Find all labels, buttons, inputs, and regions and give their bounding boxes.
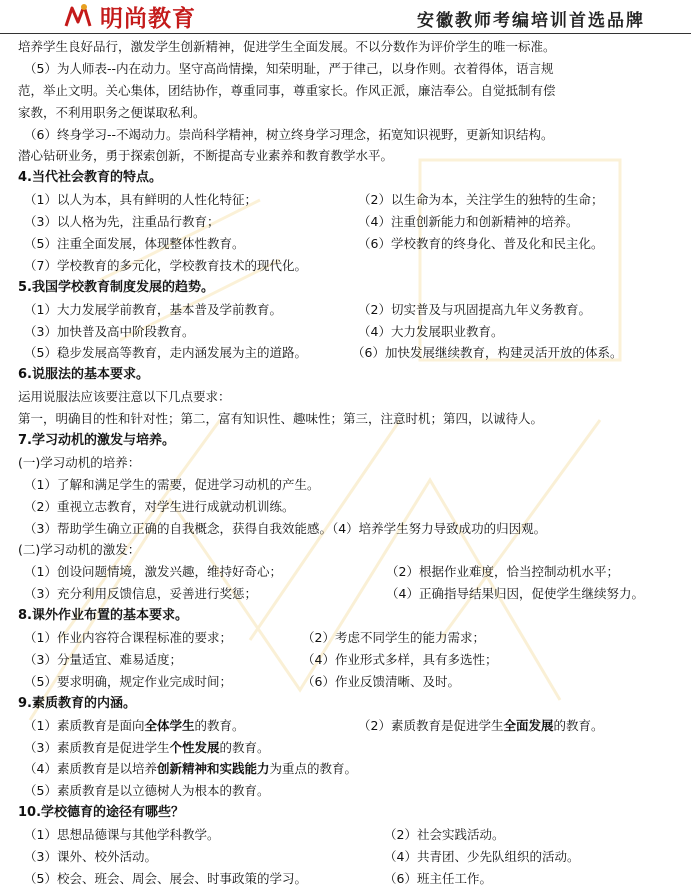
- list-item: （3）课外、校外活动。: [24, 848, 157, 864]
- list-item: （1）作业内容符合课程标准的要求；: [24, 630, 232, 646]
- header-tagline: 安徽教师考编培训首选品牌: [417, 11, 645, 31]
- list-item: （3）充分利用反馈信息，妥善进行奖惩；: [24, 586, 257, 602]
- logo-emblem-icon: [62, 2, 96, 30]
- list-item: （3）分量适宜、难易适度；: [24, 651, 182, 667]
- list-item: （5）注重全面发展，体现整体性教育。: [24, 236, 245, 252]
- list-item-text: （3）素质教育是促进学生: [24, 739, 170, 755]
- list-item: （6）班主任工作。: [384, 870, 492, 886]
- list-item-text: 为重点的教育。: [269, 761, 357, 777]
- list-item: （2）社会实践活动。: [384, 827, 505, 843]
- list-item: （4）大力发展职业教育。: [358, 323, 504, 339]
- section-heading: 8.课外作业布置的基本要求。: [18, 608, 188, 624]
- brand-name: 明尚教育: [100, 4, 196, 32]
- section-heading: 4.当代社会教育的特点。: [18, 170, 162, 186]
- paragraph: 第一，明确目的性和针对性；第二，富有知识性、趣味性；第三，注意时机；第四，以诚待人。: [18, 411, 544, 427]
- paragraph: 家教，不利用职务之便谋取私利。: [18, 104, 206, 120]
- list-item: （3）以人格为先，注重品行教育；: [24, 214, 220, 230]
- list-item-text: 的教育。: [194, 717, 245, 733]
- list-item: （1）了解和满足学生的需要，促进学习动机的产生。: [24, 476, 320, 492]
- section-heading: 9.素质教育的内涵。: [18, 695, 136, 711]
- list-item: （6）加快发展继续教育，构建灵活开放的体系。: [352, 345, 623, 361]
- emphasis: 全面发展: [503, 717, 554, 733]
- list-item: （6）作业反馈清晰、及时。: [302, 673, 460, 689]
- list-item: （1）思想品德课与其他学科教学。: [24, 827, 220, 843]
- paragraph: 潜心钻研业务，勇于探索创新，不断提高专业素养和教育教学水平。: [18, 148, 394, 164]
- list-item: （1）以人为本，具有鲜明的人性化特征；: [24, 192, 257, 208]
- document-body: [18, 36, 678, 890]
- section-heading: 10.学校德育的途径有哪些？: [18, 805, 185, 821]
- sub-heading: (二)学习动机的激发：: [18, 542, 141, 558]
- list-item: [24, 715, 245, 737]
- emphasis: 全体学生: [144, 717, 195, 733]
- sub-heading: (一)学习动机的培养：: [18, 454, 141, 470]
- list-item-text: （4）素质教育是以培养: [24, 761, 157, 777]
- paragraph: （6）终身学习--不竭动力。崇尚科学精神，树立终身学习理念，拓宽知识视野，更新知识结构。: [24, 126, 554, 142]
- list-item: （4）作业形式多样，具有多选性；: [302, 651, 498, 667]
- emphasis: 个性发展: [169, 739, 220, 755]
- list-item: [358, 715, 604, 737]
- list-item-text: （2）素质教育是促进学生: [358, 717, 504, 733]
- list-item: （5）要求明确，规定作业完成时间；: [24, 673, 232, 689]
- page-header: [0, 0, 691, 34]
- list-item: （2）考虑不同学生的能力需求；: [302, 630, 485, 646]
- list-item: （3）加快普及高中阶段教育。: [24, 323, 195, 339]
- brand-logo: [62, 2, 196, 30]
- list-item: （2）以生命为本，关注学生的独特的生命；: [358, 192, 604, 208]
- list-item: （3）帮助学生确立正确的自我概念，获得自我效能感。（4）培养学生努力导致成功的归因观。: [24, 520, 547, 536]
- paragraph: 范，举止文明。关心集体，团结协作，尊重同事，尊重家长。作风正派，廉洁奉公。自觉抵制有偿: [18, 82, 556, 98]
- section-heading: 5.我国学校教育制度发展的趋势。: [18, 279, 214, 295]
- list-item: （4）正确指导结果归因，促使学生继续努力。: [386, 586, 644, 602]
- list-item: （4）共青团、少先队组织的活动。: [384, 848, 580, 864]
- list-item-text: 的教育。: [553, 717, 604, 733]
- list-item: （4）注重创新能力和创新精神的培养。: [358, 214, 579, 230]
- section-heading: 6.说服法的基本要求。: [18, 367, 149, 383]
- list-item-text: （1）素质教育是面向: [24, 717, 145, 733]
- paragraph: 培养学生良好品行，激发学生创新精神，促进学生全面发展。不以分数作为评价学生的唯一标准。: [18, 39, 556, 54]
- list-item: （2）根据作业难度，恰当控制动机水平；: [386, 564, 619, 580]
- list-item-text: 的教育。: [219, 739, 270, 755]
- section-heading: 7.学习动机的激发与培养。: [18, 433, 175, 449]
- paragraph: （5）为人师表--内在动力。坚守高尚情操，知荣明耻，严于律己，以身作则。衣着得体，语言规: [24, 60, 554, 76]
- paragraph: 运用说服法应该要注意以下几点要求：: [18, 389, 231, 405]
- list-item: [18, 737, 678, 759]
- list-item: （5）素质教育是以立德树人为根本的教育。: [24, 783, 270, 799]
- list-item: （1）大力发展学前教育，基本普及学前教育。: [24, 301, 282, 317]
- list-item: （6）学校教育的终身化、普及化和民主化。: [358, 236, 604, 252]
- list-item: （2）切实普及与巩固提高九年义务教育。: [358, 301, 591, 317]
- list-item: [18, 758, 678, 780]
- list-item: （5）校会、班会、周会、展会、时事政策的学习。: [24, 870, 307, 886]
- list-item: （2）重视立志教育，对学生进行成就动机训练。: [24, 498, 295, 514]
- list-item: （7）学校教育的多元化，学校教育技术的现代化。: [24, 257, 307, 273]
- emphasis: 创新精神和实践能力: [156, 761, 270, 777]
- list-item: （1）创设问题情境，激发兴趣，维持好奇心；: [24, 564, 282, 580]
- list-item: （5）稳步发展高等教育，走内涵发展为主的道路。: [24, 345, 307, 361]
